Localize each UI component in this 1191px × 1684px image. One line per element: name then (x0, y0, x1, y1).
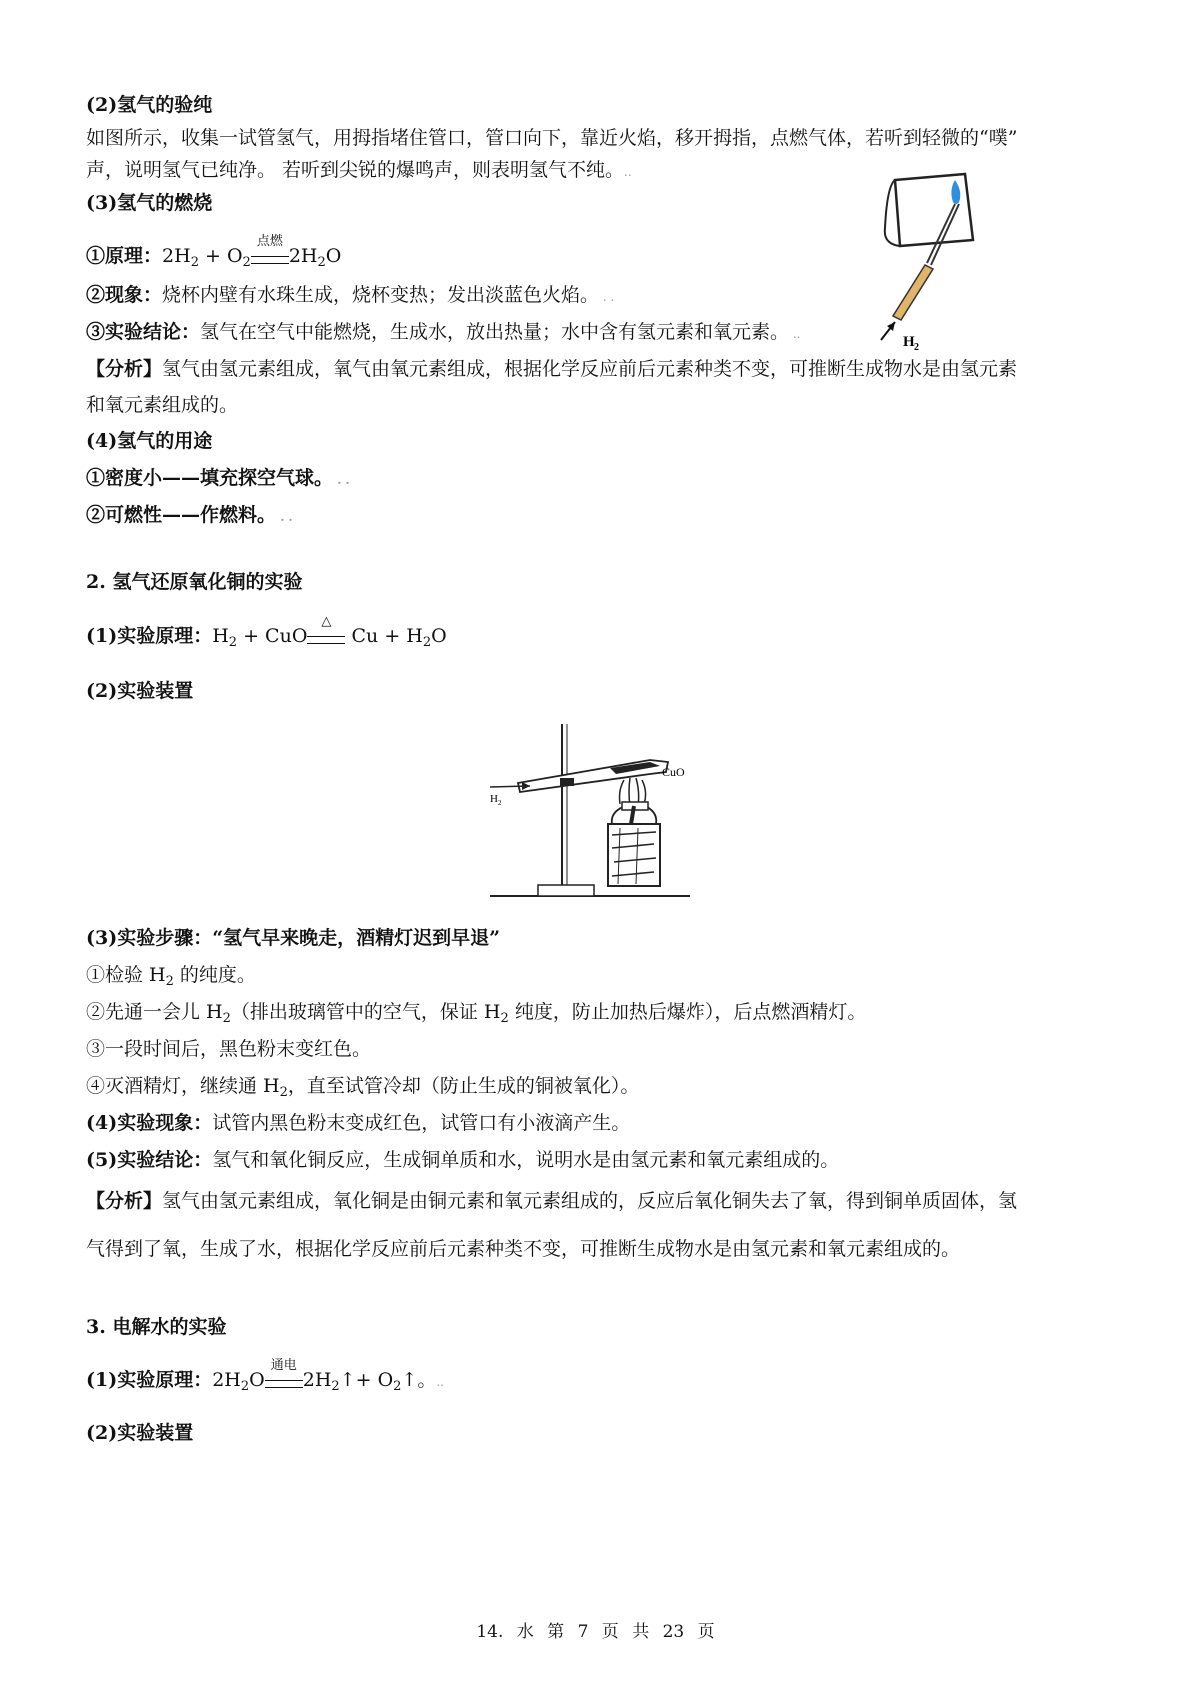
step-item: ③一段时间后，黑色粉末变红色。 (86, 1038, 372, 1060)
equation-line: (1)实验原理：$2H_2O$ 通电 $2H_2↑+$ $O_2↑$。.. (86, 1367, 444, 1400)
phenomenon-line: (4)实验现象：试管内黑色粉末变成红色，试管口有小液滴产生。 (86, 1112, 631, 1134)
subsection-heading: (3)氢气的燃烧 (86, 192, 213, 214)
paragraph: 声，说明氢气已纯净。 若听到尖锐的爆鸣声，则表明氢气不纯。.. (86, 159, 632, 181)
reaction-arrow: 点燃 (251, 250, 289, 276)
section-title: 2. 氢气还原氧化铜的实验 (86, 571, 303, 593)
analysis-line: 【分析】氢气由氢元素组成，氧气由氧元素组成，根据化学反应前后元素种类不变，可推断生成物水是由氢元素 (86, 358, 1018, 380)
equation-line: ①原理：$2H_2 + O_2$ 点燃 $2H_2O$ (86, 243, 341, 276)
paragraph: 和氧元素组成的。 (86, 394, 239, 416)
subsection-heading: (2)实验装置 (86, 680, 194, 702)
subsection-heading: (2)实验装置 (86, 1422, 194, 1444)
subsection-heading: (2)氢气的验纯 (86, 94, 213, 116)
conclusion-line: ③实验结论：氢气在空气中能燃烧，生成水，放出热量；水中含有氢元素和氧元素。 .. (86, 321, 801, 343)
equation-line: (1)实验原理：$H_2$ + CuO △ $Cu + H_2O$ (86, 623, 447, 656)
hydrogen-flame-figure (865, 168, 1025, 363)
page-footer: 14. 水 第 7 页 共 23 页 (476, 1622, 715, 1642)
phenomenon-line: ②现象：烧杯内壁有水珠生成，烧杯变热；发出淡蓝色火焰。 . . (86, 284, 615, 306)
subsection-heading: (4)氢气的用途 (86, 430, 213, 452)
cuo-label: CuO (662, 765, 685, 779)
reaction-arrow: △ (307, 630, 345, 656)
conclusion-line: (5)实验结论：氢气和氧化铜反应，生成铜单质和水，说明水是由氢元素和氧元素组成的。 (86, 1149, 840, 1171)
h2-label: H (903, 334, 915, 350)
section-title: 3. 电解水的实验 (86, 1316, 227, 1338)
svg-text:2: 2 (914, 342, 919, 353)
reaction-arrow: 通电 (265, 1374, 303, 1400)
paragraph: 气得到了氧，生成了水，根据化学反应前后元素种类不变，可推断生成物水是由氢元素和氧元素组成的。 (86, 1238, 961, 1260)
paragraph: 如图所示，收集一试管氢气，用拇指堵住管口，管口向下，靠近火焰，移开拇指，点燃气体，若听到轻微的“噗” (86, 127, 1018, 149)
analysis-line: 【分析】氢气由氢元素组成，氧化铜是由铜元素和氧元素组成的，反应后氧化铜失去了氧，得到铜单质固体，氢 (86, 1190, 1018, 1212)
step-item: ②先通一会儿 $H_2$（排出玻璃管中的空气，保证 $H_2$ 纯度，防止加热后爆炸），后点燃酒精灯。 (86, 1001, 867, 1026)
svg-text:2: 2 (498, 799, 502, 807)
use-item: ①密度小——填充探空气球。 . . (86, 467, 350, 489)
steps-heading: (3)实验步骤：“氢气早来晚走，酒精灯迟到早退” (86, 927, 501, 949)
cuo-reduction-apparatus (490, 720, 690, 905)
step-item: ④灭酒精灯，继续通 $H_2$，直至试管冷却（防止生成的铜被氧化）。 (86, 1075, 640, 1100)
use-item: ②可燃性——作燃料。 . . (86, 504, 293, 526)
step-item: ①检验 $H_2$ 的纯度。 (86, 964, 256, 989)
svg-text:H: H (490, 793, 498, 805)
